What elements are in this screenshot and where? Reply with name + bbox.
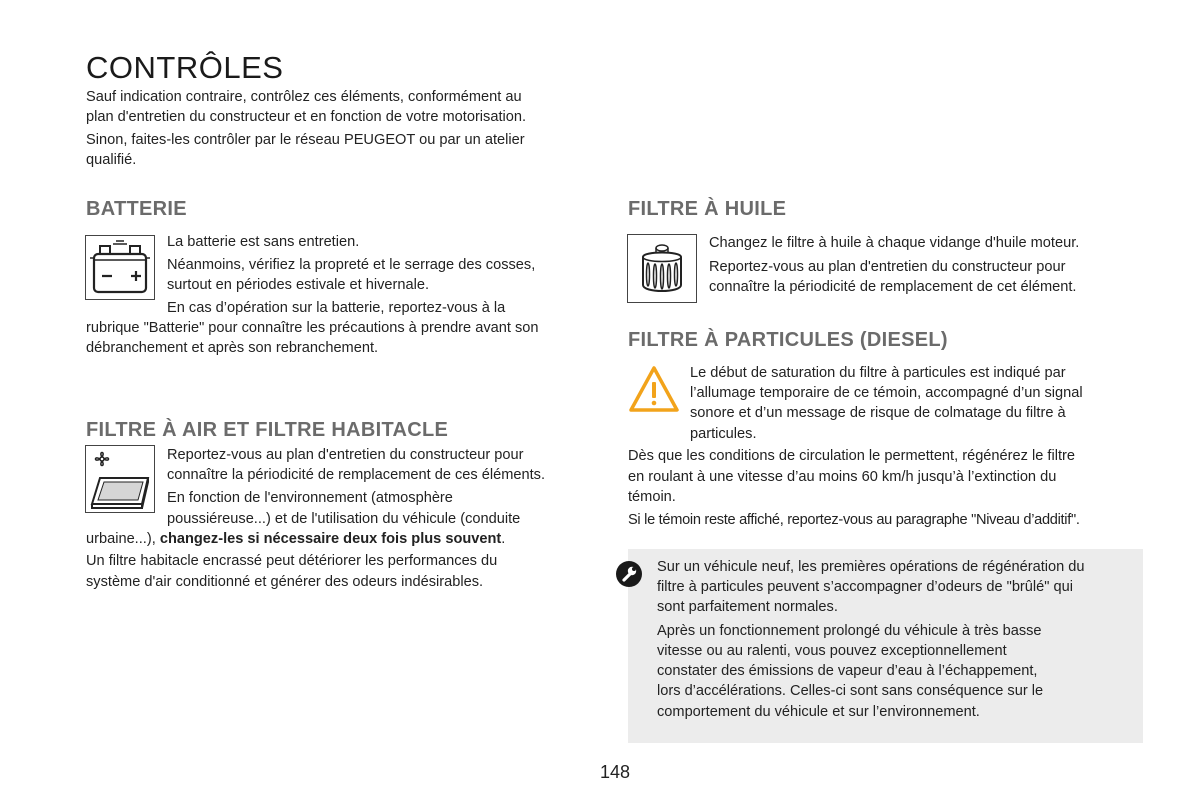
filtre-air-text: système d'air conditionné et générer des odeurs indésirables. bbox=[86, 574, 484, 590]
page-number: 148 bbox=[599, 762, 631, 782]
filtre-particules-text: Si le témoin reste affiché, reportez-vous au paragraphe "Niveau d’additif". bbox=[628, 512, 1080, 528]
batterie-text: Néanmoins, vérifiez la propreté et le serrage des cosses, bbox=[167, 257, 536, 273]
section-heading-filtre-air: FILTRE À AIR ET FILTRE HABITACLE bbox=[86, 419, 449, 441]
intro-line: Sauf indication contraire, contrôlez ces éléments, conformément au bbox=[86, 89, 522, 105]
filtre-huile-text: connaître la périodicité de remplacement de cet élément. bbox=[709, 279, 1077, 295]
section-heading-filtre-particules: FILTRE À PARTICULES (DIESEL) bbox=[628, 329, 948, 351]
page-title: CONTRÔLES bbox=[86, 50, 284, 85]
note-text: Sur un véhicule neuf, les premières opérations de régénération du bbox=[657, 559, 1085, 575]
bold-advice: changez-les si nécessaire deux fois plus souvent bbox=[159, 531, 502, 547]
batterie-text: rubrique "Batterie" pour connaître les précautions à prendre avant son bbox=[86, 320, 539, 336]
note-text: Après un fonctionnement prolongé du véhicule à très basse bbox=[657, 623, 1042, 639]
section-heading-batterie: BATTERIE bbox=[86, 198, 187, 220]
intro-line: plan d'entretien du constructeur et en fonction de votre motorisation. bbox=[86, 109, 527, 125]
intro-line: Sinon, faites-les contrôler par le réseau PEUGEOT ou par un atelier bbox=[86, 132, 525, 148]
text-run: urbaine...), bbox=[86, 531, 160, 547]
intro-line: qualifié. bbox=[86, 152, 137, 168]
section-heading-filtre-huile: FILTRE À HUILE bbox=[628, 198, 787, 220]
filtre-particules-text: l’allumage temporaire de ce témoin, accompagné d’un signal bbox=[690, 385, 1083, 401]
oil-filter-icon bbox=[627, 234, 697, 303]
filtre-particules-text: Le début de saturation du filtre à particules est indiqué par bbox=[690, 365, 1066, 381]
warning-triangle-icon bbox=[628, 364, 680, 416]
filtre-air-text: poussiéreuse...) et de l'utilisation du véhicule (conduite bbox=[167, 511, 521, 527]
note-text: constater des émissions de vapeur d’eau à l’échappement, bbox=[657, 663, 1038, 679]
note-text: vitesse ou au ralenti, vous pouvez exceptionnellement bbox=[657, 643, 1007, 659]
filtre-particules-text: Dès que les conditions de circulation le permettent, régénérez le filtre bbox=[628, 448, 1075, 464]
filtre-air-text: Reportez-vous au plan d'entretien du constructeur pour bbox=[167, 447, 524, 463]
batterie-text: débranchement et après son rebranchement. bbox=[86, 340, 379, 356]
text-run: . bbox=[501, 531, 506, 547]
filtre-particules-text: sonore et d’un message de risque de colmatage du filtre à bbox=[690, 405, 1066, 421]
note-text: sont parfaitement normales. bbox=[657, 599, 838, 615]
battery-icon bbox=[85, 235, 155, 300]
air-filter-icon bbox=[85, 445, 155, 513]
note-text: lors d’accélérations. Celles-ci sont sans conséquence sur le bbox=[657, 683, 1044, 699]
batterie-text: surtout en périodes estivale et hivernale. bbox=[167, 277, 430, 293]
filtre-air-text: Un filtre habitacle encrassé peut détériorer les performances du bbox=[86, 553, 498, 569]
batterie-text: En cas d’opération sur la batterie, reportez-vous à la bbox=[167, 300, 506, 316]
filtre-air-text: En fonction de l'environnement (atmosphère bbox=[167, 490, 453, 506]
note-text: comportement du véhicule et sur l’environnement. bbox=[657, 704, 980, 720]
info-wrench-icon bbox=[615, 560, 643, 588]
filtre-air-text-emphasis bbox=[86, 529, 505, 549]
filtre-huile-text: Changez le filtre à huile à chaque vidange d'huile moteur. bbox=[709, 235, 1080, 251]
batterie-text: La batterie est sans entretien. bbox=[167, 234, 360, 250]
filtre-huile-text: Reportez-vous au plan d'entretien du constructeur pour bbox=[709, 259, 1066, 275]
filtre-particules-text: en roulant à une vitesse d’au moins 60 km/h jusqu’à l’extinction du bbox=[628, 469, 1057, 485]
filtre-particules-text: particules. bbox=[690, 426, 757, 442]
note-text: filtre à particules peuvent s’accompagner d’odeurs de "brûlé" qui bbox=[657, 579, 1073, 595]
filtre-air-text: connaître la périodicité de remplacement de ces éléments. bbox=[167, 467, 546, 483]
filtre-particules-text: témoin. bbox=[628, 489, 676, 505]
